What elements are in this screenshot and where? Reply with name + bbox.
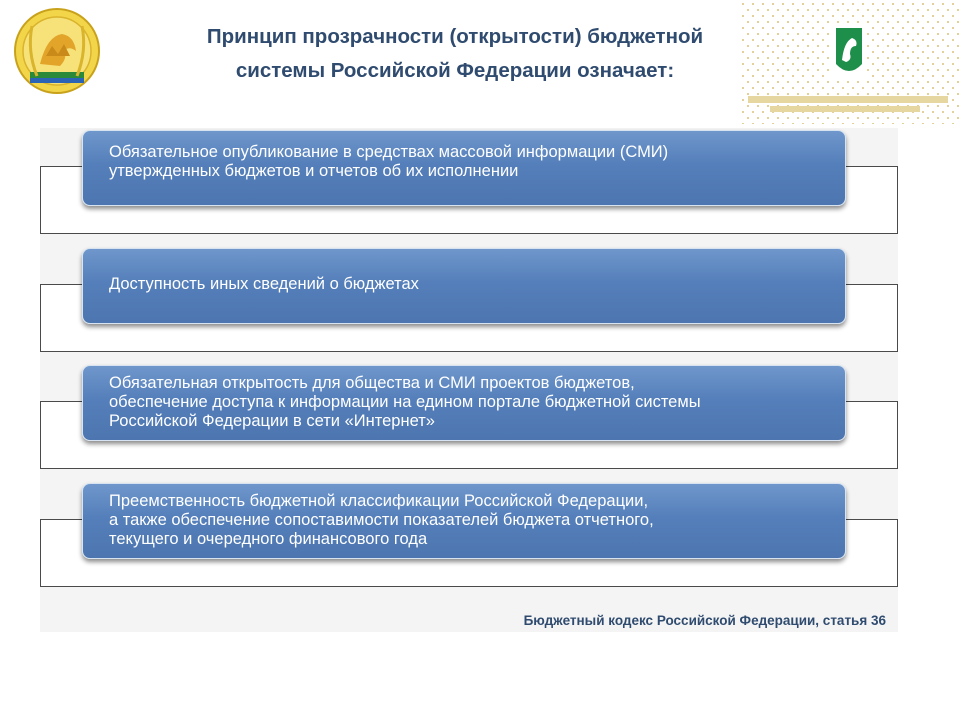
page-title: [105, 20, 805, 88]
title-line-1: Принцип прозрачности (открытости) бюджетной: [206, 25, 704, 48]
item-3-line-3: Российской Федерации в сети «Интернет»: [109, 412, 435, 430]
bashkortostan-emblem-icon: [12, 6, 102, 96]
item-4-line-3: текущего и очередного финансового года: [109, 530, 428, 548]
principle-item-2: [82, 248, 846, 324]
principle-item-4: [82, 483, 846, 559]
principle-item-3: [82, 365, 846, 441]
source-reference: Бюджетный кодекс Российской Федерации, статья 36: [523, 613, 886, 628]
principle-item-1: [82, 130, 846, 206]
item-3-line-2: обеспечение доступа к информации на едином портале бюджетной системы: [109, 393, 701, 411]
item-4-line-2: а также обеспечение сопоставимости показателей бюджета отчетного,: [109, 511, 654, 529]
item-4-line-1: Преемственность бюджетной классификации Российской Федерации,: [109, 492, 649, 510]
item-2-line-1: Доступность иных сведений о бюджетах: [109, 275, 419, 293]
item-1-line-2: утвержденных бюджетов и отчетов об их исполнении: [109, 162, 519, 180]
item-1-line-1: Обязательное опубликование в средствах массовой информации (СМИ): [109, 143, 669, 161]
title-line-2: системы Российской Федерации означает:: [235, 59, 675, 82]
item-3-line-1: Обязательная открытость для общества и СМИ проектов бюджетов,: [109, 374, 635, 392]
